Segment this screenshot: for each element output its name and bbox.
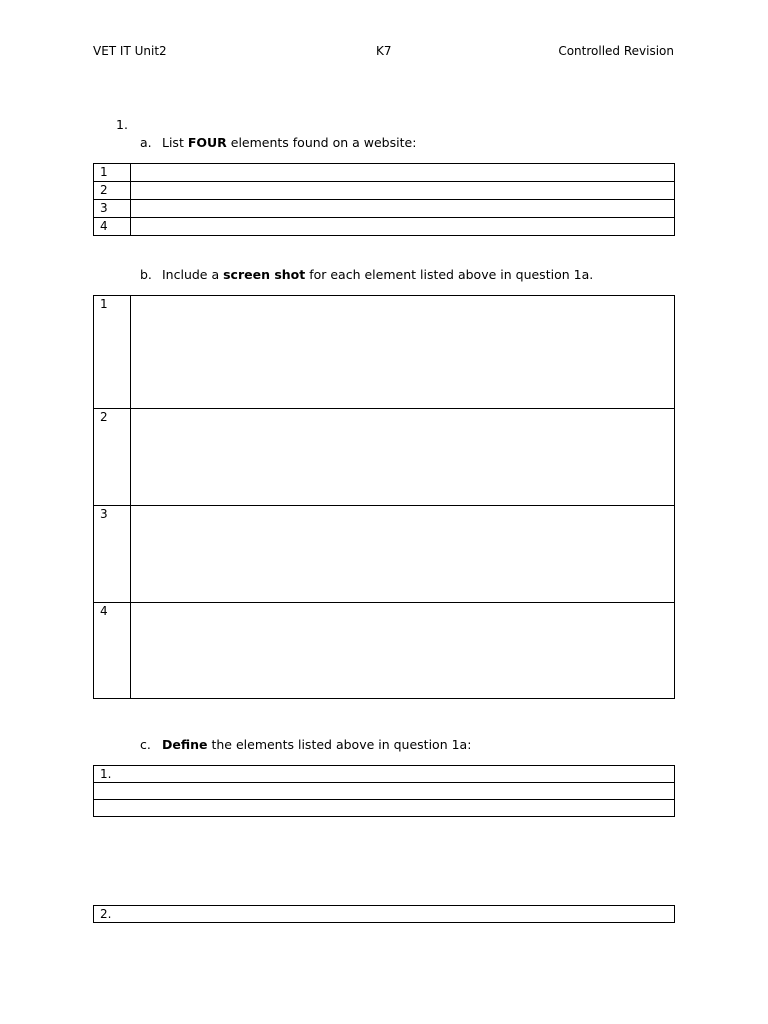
- part-b-screenshot-table: [93, 295, 675, 699]
- definition-cell[interactable]: [94, 783, 675, 800]
- table-row: [94, 182, 675, 200]
- definition-label: 1.: [94, 766, 675, 783]
- part-a-answer-table: [93, 163, 675, 236]
- table-row: [94, 766, 675, 783]
- row-number: 3: [94, 200, 131, 218]
- question-number: 1.: [116, 117, 128, 132]
- table-row: [94, 800, 675, 817]
- row-number: 4: [94, 218, 131, 236]
- definition-label: 2.: [94, 906, 675, 923]
- part-b-marker: b.: [140, 267, 152, 282]
- part-a-text-post: elements found on a website:: [226, 135, 417, 150]
- table-row: [94, 603, 675, 699]
- screenshot-cell[interactable]: [131, 409, 675, 506]
- header-center: K7: [376, 44, 392, 58]
- screenshot-cell[interactable]: [131, 603, 675, 699]
- table-row: [94, 783, 675, 800]
- answer-cell[interactable]: [131, 164, 675, 182]
- header-right: Controlled Revision: [558, 44, 674, 58]
- answer-cell[interactable]: [131, 218, 675, 236]
- header-left: VET IT Unit2: [93, 44, 167, 58]
- answer-cell[interactable]: [131, 200, 675, 218]
- table-row: [94, 164, 675, 182]
- table-row: [94, 218, 675, 236]
- part-c-definition-table-1: [93, 765, 675, 817]
- answer-cell[interactable]: [131, 182, 675, 200]
- row-number: 1: [94, 296, 131, 409]
- screenshot-cell[interactable]: [131, 296, 675, 409]
- part-a-prompt: [162, 135, 416, 151]
- part-c-text-post: the elements listed above in question 1a:: [207, 737, 472, 752]
- part-b-text-post: for each element listed above in question 1a.: [305, 267, 594, 282]
- table-row: [94, 409, 675, 506]
- part-a-marker: a.: [140, 135, 152, 150]
- part-c-marker: c.: [140, 737, 151, 752]
- row-number: 1: [94, 164, 131, 182]
- part-b-prompt: [162, 267, 593, 283]
- part-b-text-bold: screen shot: [223, 267, 306, 282]
- row-number: 3: [94, 506, 131, 603]
- screenshot-cell[interactable]: [131, 506, 675, 603]
- definition-cell[interactable]: [94, 800, 675, 817]
- row-number: 2: [94, 409, 131, 506]
- table-row: [94, 506, 675, 603]
- row-number: 2: [94, 182, 131, 200]
- table-row: [94, 296, 675, 409]
- row-number: 4: [94, 603, 131, 699]
- part-a-text-pre: List: [162, 135, 188, 150]
- table-row: [94, 906, 675, 923]
- part-c-definition-table-2: [93, 905, 675, 923]
- part-c-prompt: [162, 737, 471, 753]
- part-a-text-bold: FOUR: [187, 135, 227, 150]
- table-row: [94, 200, 675, 218]
- part-b-text-pre: Include a: [162, 267, 224, 282]
- part-c-text-bold: Define: [162, 737, 208, 752]
